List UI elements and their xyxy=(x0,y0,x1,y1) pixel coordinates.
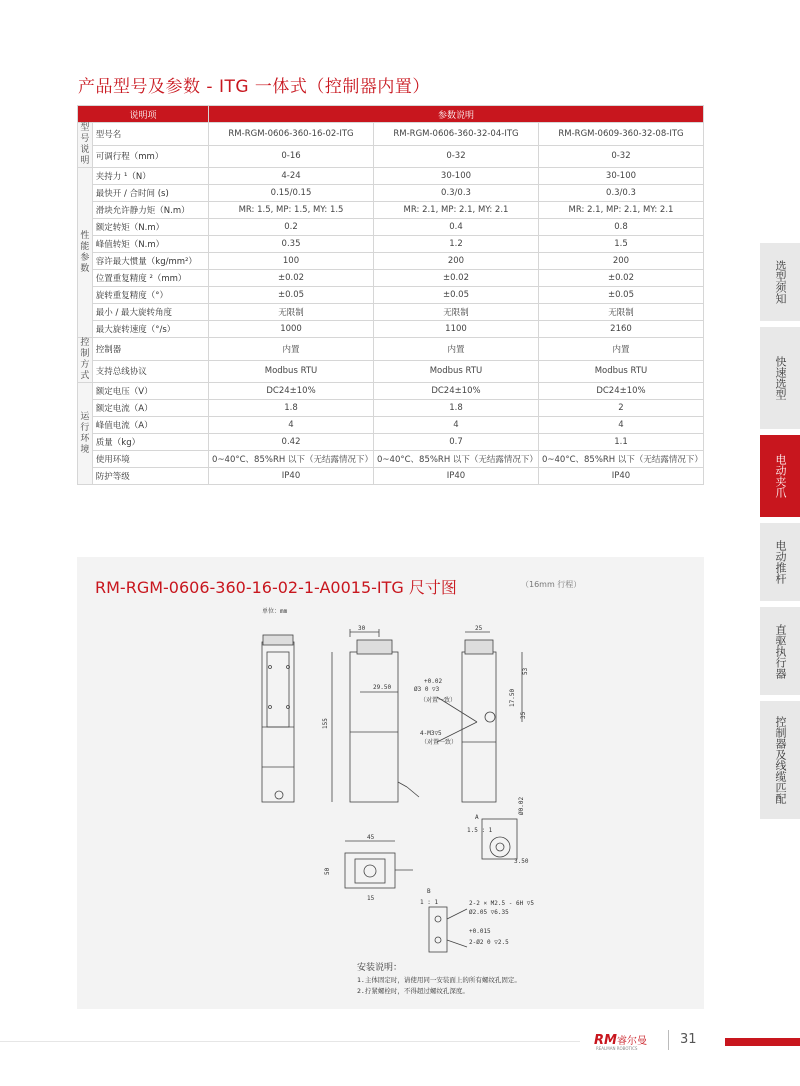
detail-b xyxy=(429,907,467,952)
row-label: 质量（kg） xyxy=(92,434,208,451)
footer-divider xyxy=(0,1041,580,1042)
svg-text:15: 15 xyxy=(367,895,375,902)
table-row xyxy=(78,185,704,202)
row-label: 峰值电流（A） xyxy=(92,417,208,434)
svg-text:B: B xyxy=(427,888,431,895)
notes-title: 安装说明： xyxy=(357,963,403,973)
svg-text:1 : 1: 1 : 1 xyxy=(420,899,439,906)
svg-text:50: 50 xyxy=(324,867,331,875)
row-value: 1.8 xyxy=(209,400,374,417)
footer-logo-sub: REALMAN ROBOTICS xyxy=(596,1046,638,1051)
table-row xyxy=(78,304,704,321)
side-view xyxy=(332,629,419,802)
row-label: 位置重复精度 ²（mm） xyxy=(92,270,208,287)
row-value: ±0.02 xyxy=(374,270,539,287)
row-value: ±0.02 xyxy=(538,270,703,287)
table-row xyxy=(78,219,704,236)
table-row xyxy=(78,383,704,400)
side-tab-quick-select[interactable]: 快速选型 xyxy=(760,327,800,429)
row-value: 4-24 xyxy=(209,168,374,185)
row-label: 支持总线协议 xyxy=(92,360,208,383)
row-value: ±0.02 xyxy=(209,270,374,287)
svg-text:3.50: 3.50 xyxy=(514,858,529,865)
table-row xyxy=(78,168,704,185)
table-head-param: 参数说明 xyxy=(209,106,704,123)
svg-text:+0.02: +0.02 xyxy=(424,678,443,685)
row-label: 可调行程（mm） xyxy=(92,145,208,168)
row-label: 最大旋转速度（°/s） xyxy=(92,321,208,338)
table-row xyxy=(78,253,704,270)
table-row xyxy=(78,434,704,451)
row-value: 0.7 xyxy=(374,434,539,451)
row-value: 0.3/0.3 xyxy=(374,185,539,202)
row-value: 1000 xyxy=(209,321,374,338)
table-row xyxy=(78,417,704,434)
table-row xyxy=(78,468,704,485)
row-value: 0.15/0.15 xyxy=(209,185,374,202)
front-view xyxy=(262,635,294,802)
top-view xyxy=(345,841,413,888)
svg-text:45: 45 xyxy=(367,834,375,841)
row-value: MR: 2.1, MP: 2.1, MY: 2.1 xyxy=(538,202,703,219)
row-value: 无限制 xyxy=(538,304,703,321)
row-label: 额定电流（A） xyxy=(92,400,208,417)
svg-text:4-M3▽5: 4-M3▽5 xyxy=(420,730,442,737)
row-value: 0-32 xyxy=(538,145,703,168)
group-ctrl: 控制方式 xyxy=(78,338,93,383)
row-label: 防护等级 xyxy=(92,468,208,485)
svg-text:Ø0.02: Ø0.02 xyxy=(518,796,525,815)
page-number: 31 xyxy=(680,1032,697,1047)
row-value: RM-RGM-0606-360-16-02-ITG xyxy=(209,123,374,146)
svg-text:Ø3 0 ▽3: Ø3 0 ▽3 xyxy=(414,686,440,693)
row-value: ±0.05 xyxy=(374,287,539,304)
side-tab-selection-guide[interactable]: 选型须知 xyxy=(760,243,800,321)
svg-text:1.5 : 1: 1.5 : 1 xyxy=(467,827,493,834)
svg-text:2-2 × M2.5 - 6H ▽5: 2-2 × M2.5 - 6H ▽5 xyxy=(469,900,535,907)
row-value: RM-RGM-0609-360-32-08-ITG xyxy=(538,123,703,146)
unit-label: 单位：mm xyxy=(262,608,288,615)
row-value: 1100 xyxy=(374,321,539,338)
side-tab-electric-actuator[interactable]: 电动推杆 xyxy=(760,523,800,601)
row-value: Modbus RTU xyxy=(538,360,703,383)
svg-text:155: 155 xyxy=(322,718,329,729)
row-value: 30-100 xyxy=(374,168,539,185)
svg-text:17.50: 17.50 xyxy=(509,688,516,707)
footer-separator xyxy=(668,1030,669,1050)
row-value: 200 xyxy=(538,253,703,270)
svg-text:30: 30 xyxy=(358,625,366,632)
row-value: 4 xyxy=(209,417,374,434)
svg-text:（对置一致）: （对置一致） xyxy=(420,697,457,704)
table-row xyxy=(78,321,704,338)
row-value: 1.2 xyxy=(374,236,539,253)
row-value: MR: 1.5, MP: 1.5, MY: 1.5 xyxy=(209,202,374,219)
row-label: 额定转矩（N.m） xyxy=(92,219,208,236)
row-value: DC24±10% xyxy=(209,383,374,400)
row-value: IP40 xyxy=(209,468,374,485)
row-value: 1.8 xyxy=(374,400,539,417)
row-value: 200 xyxy=(374,253,539,270)
table-row xyxy=(78,400,704,417)
row-value: 内置 xyxy=(538,338,703,361)
table-row xyxy=(78,145,704,168)
row-value: 0.3/0.3 xyxy=(538,185,703,202)
row-label: 旋转重复精度（°） xyxy=(92,287,208,304)
spec-table xyxy=(77,105,704,485)
right-view xyxy=(437,632,522,802)
drawing-subtitle: （16mm 行程） xyxy=(521,580,582,589)
row-value: 0.35 xyxy=(209,236,374,253)
page-title: 产品型号及参数 - ITG 一体式（控制器内置） xyxy=(78,77,430,97)
svg-text:+0.015: +0.015 xyxy=(469,928,491,935)
note-2: 2.拧紧螺栓时，不得超过螺纹孔深度。 xyxy=(357,987,469,995)
row-value: 0~40°C、85%RH 以下（无结露情况下） xyxy=(374,451,539,468)
row-value: 30-100 xyxy=(538,168,703,185)
row-value: 0.2 xyxy=(209,219,374,236)
row-value: 0.4 xyxy=(374,219,539,236)
detail-a xyxy=(482,819,517,859)
group-model: 型号说明 xyxy=(78,123,93,168)
row-value: 无限制 xyxy=(374,304,539,321)
row-label: 峰值转矩（N.m） xyxy=(92,236,208,253)
row-label: 型号名 xyxy=(92,123,208,146)
table-row xyxy=(78,287,704,304)
table-row xyxy=(78,236,704,253)
side-tab-electric-gripper[interactable]: 电动夹爪 xyxy=(760,435,800,517)
row-label: 控制器 xyxy=(92,338,208,361)
drawing-title: RM-RGM-0606-360-16-02-1-A0015-ITG 尺寸图 xyxy=(95,578,457,597)
row-value: Modbus RTU xyxy=(209,360,374,383)
row-value: 0~40°C、85%RH 以下（无结露情况下） xyxy=(209,451,374,468)
row-value: 0.42 xyxy=(209,434,374,451)
row-value: 2 xyxy=(538,400,703,417)
row-value: DC24±10% xyxy=(374,383,539,400)
table-row xyxy=(78,202,704,219)
table-head-item: 说明项 xyxy=(78,106,209,123)
row-value: 2160 xyxy=(538,321,703,338)
row-value: MR: 2.1, MP: 2.1, MY: 2.1 xyxy=(374,202,539,219)
row-value: 4 xyxy=(538,417,703,434)
svg-text:Ø2.05 ▽6.35: Ø2.05 ▽6.35 xyxy=(469,909,509,916)
row-label: 滑块允许静力矩（N.m） xyxy=(92,202,208,219)
table-row xyxy=(78,123,704,146)
table-row xyxy=(78,360,704,383)
group-env: 运行环境 xyxy=(78,383,93,485)
row-value: 0-16 xyxy=(209,145,374,168)
row-value: 内置 xyxy=(374,338,539,361)
row-value: 0~40°C、85%RH 以下（无结露情况下） xyxy=(538,451,703,468)
svg-text:2-Ø2 0 ▽2.5: 2-Ø2 0 ▽2.5 xyxy=(469,939,509,946)
row-value: RM-RGM-0606-360-32-04-ITG xyxy=(374,123,539,146)
row-label: 最小 / 最大旋转角度 xyxy=(92,304,208,321)
row-value: 无限制 xyxy=(209,304,374,321)
svg-text:25: 25 xyxy=(475,625,483,632)
row-label: 容许最大惯量（kg/mm²） xyxy=(92,253,208,270)
row-value: 1.1 xyxy=(538,434,703,451)
row-value: Modbus RTU xyxy=(374,360,539,383)
table-row xyxy=(78,338,704,361)
row-value: 0-32 xyxy=(374,145,539,168)
dimension-drawing xyxy=(77,557,704,1009)
row-value: 100 xyxy=(209,253,374,270)
svg-text:53: 53 xyxy=(522,667,529,675)
drawing-panel xyxy=(77,557,704,1009)
svg-text:29.50: 29.50 xyxy=(373,684,392,691)
row-value: 1.5 xyxy=(538,236,703,253)
row-label: 最快开 / 合时间 (s) xyxy=(92,185,208,202)
footer-accent-bar xyxy=(725,1038,800,1046)
side-tab-direct-drive[interactable]: 直驱执行器 xyxy=(760,607,800,695)
row-value: ±0.05 xyxy=(538,287,703,304)
row-value: DC24±10% xyxy=(538,383,703,400)
row-value: 内置 xyxy=(209,338,374,361)
side-tab-controller-cable[interactable]: 控制器及线缆匹配 xyxy=(760,701,800,819)
group-perf: 性能参数 xyxy=(78,168,93,338)
row-label: 使用环境 xyxy=(92,451,208,468)
svg-text:（对置一致）: （对置一致） xyxy=(421,739,458,746)
note-1: 1.主体固定时，请使用同一安装面上的所有螺纹孔固定。 xyxy=(357,976,521,984)
table-row xyxy=(78,451,704,468)
row-value: ±0.05 xyxy=(209,287,374,304)
footer-logo: RM睿尔曼 xyxy=(594,1033,647,1048)
table-row xyxy=(78,270,704,287)
row-value: IP40 xyxy=(538,468,703,485)
svg-text:35: 35 xyxy=(520,711,527,719)
side-tabs xyxy=(760,243,800,825)
row-value: 4 xyxy=(374,417,539,434)
row-value: 0.8 xyxy=(538,219,703,236)
svg-text:A: A xyxy=(475,814,479,821)
row-label: 额定电压（V） xyxy=(92,383,208,400)
row-value: IP40 xyxy=(374,468,539,485)
row-label: 夹持力 ¹（N） xyxy=(92,168,208,185)
